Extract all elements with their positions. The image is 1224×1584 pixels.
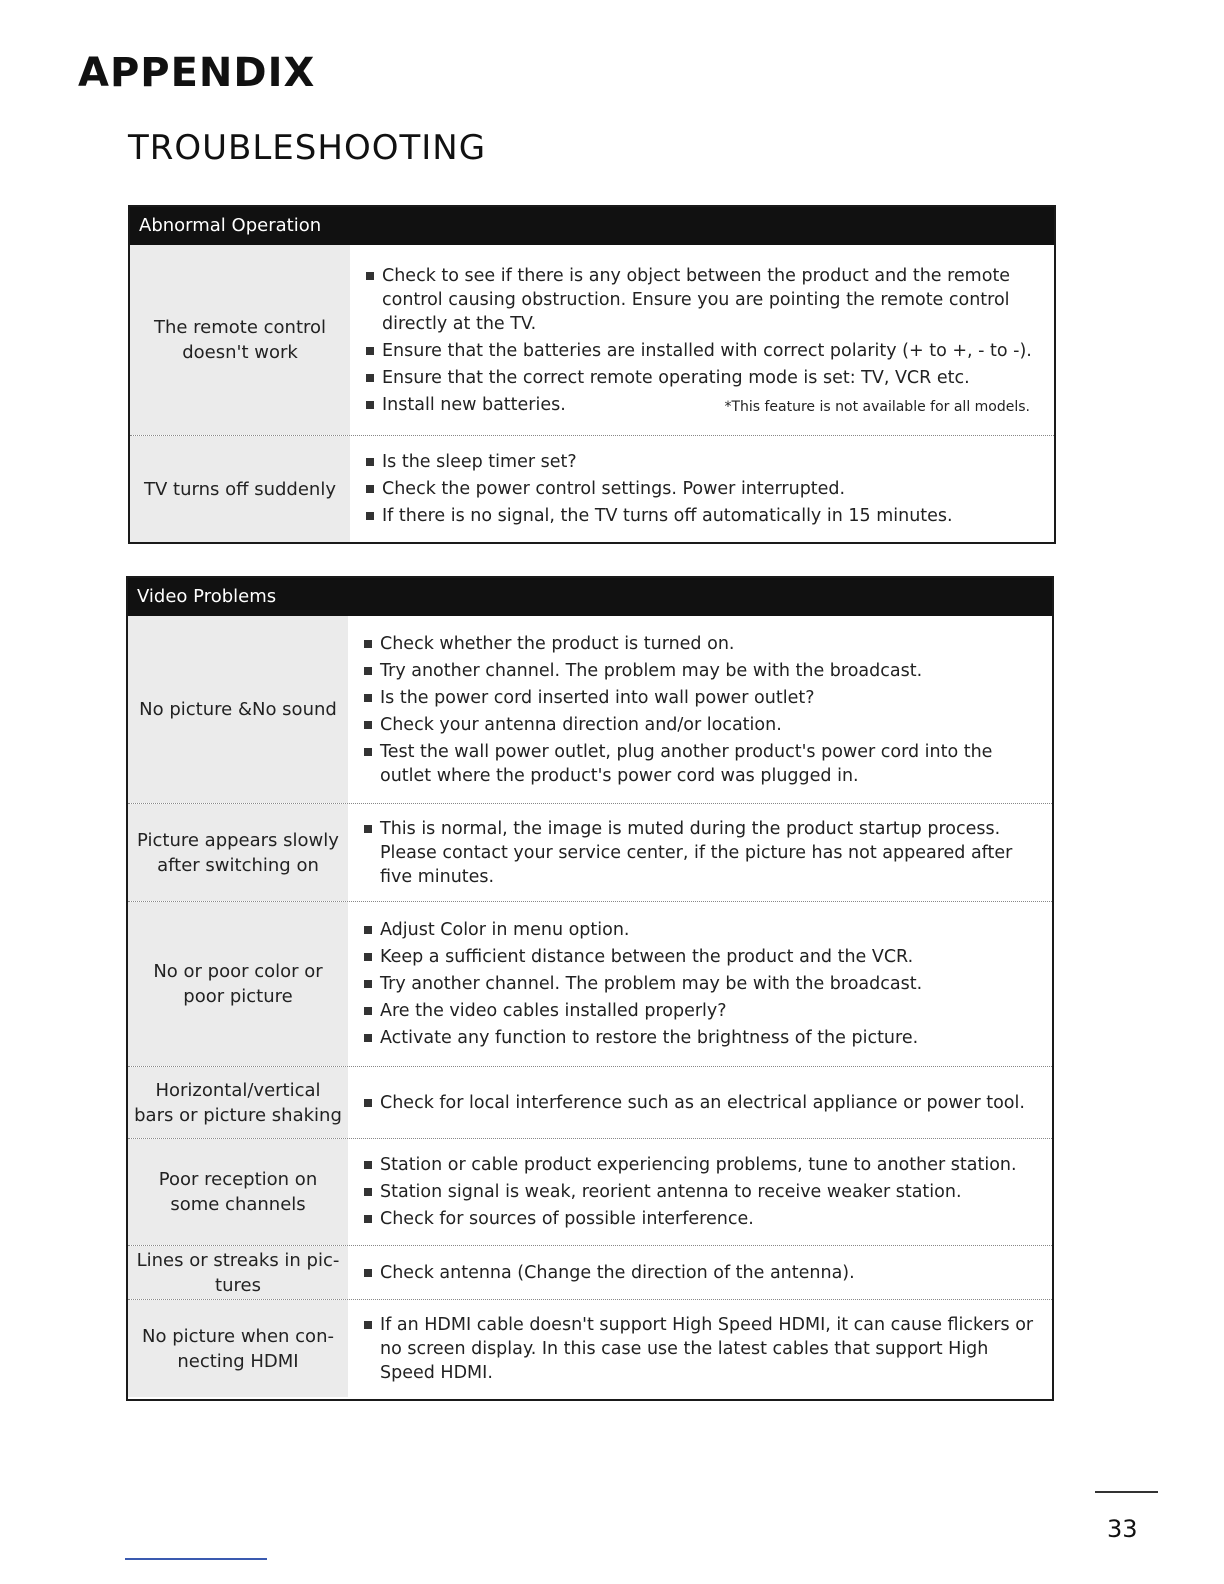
bullet-icon [366,485,374,493]
list-item: Is the power cord inserted into wall power outlet? [364,686,1038,710]
list-item: Station signal is weak, reorient antenna to receive weaker station. [364,1180,1038,1204]
list-item: Check for sources of possible interference. [364,1207,1038,1231]
bullet-icon [364,1321,372,1329]
list-item: Adjust Color in menu option. [364,918,1038,942]
list-item: Ensure that the correct remote operating mode is set: TV, VCR etc. [366,366,1040,390]
bullet-icon [364,721,372,729]
list-item: If there is no signal, the TV turns off automatically in 15 minutes. [366,504,1040,528]
table-row [128,1300,1052,1397]
bullet-icon [364,1007,372,1015]
row-label: Picture appears slowly after switching on [128,804,348,901]
page-number-rule [1095,1491,1158,1493]
row-label: Lines or streaks in pic-tures [128,1246,348,1299]
bullet-icon [366,401,374,409]
list-item: Keep a sufficient distance between the product and the VCR. [364,945,1038,969]
list-item: Install new batteries. *This feature is not available for all models. [366,393,1040,417]
footer-rule [125,1558,267,1560]
abnormal-operation-section [128,205,1056,544]
row-label: Poor reception on some channels [128,1139,348,1245]
page-number: 33 [1107,1515,1138,1543]
row-label: No picture &No sound [128,616,348,803]
bullet-icon [364,1099,372,1107]
section-header: Abnormal Operation [130,207,1054,245]
list-item: Are the video cables installed properly? [364,999,1038,1023]
table-row [128,902,1052,1067]
bullet-icon [364,980,372,988]
bullet-icon [364,926,372,934]
bullet-icon [366,272,374,280]
row-label: No or poor color or poor picture [128,902,348,1066]
list-item: Check whether the product is turned on. [364,632,1038,656]
row-label: Horizontal/vertical bars or picture shaking [128,1067,348,1138]
list-item: Is the sleep timer set? [366,450,1040,474]
row-label: The remote control doesn't work [130,245,350,435]
page-heading: APPENDIX [78,50,316,96]
table-row [130,436,1054,542]
list-item: Check for local interference such as an electrical appliance or power tool. [364,1091,1038,1115]
list-item: Try another channel. The problem may be with the broadcast. [364,659,1038,683]
list-item: Test the wall power outlet, plug another product's power cord into the outlet where the product's power cord was plugged in. [364,740,1038,788]
list-item: Try another channel. The problem may be with the broadcast. [364,972,1038,996]
bullet-icon [364,1269,372,1277]
row-label: No picture when con-necting HDMI [128,1300,348,1397]
bullet-icon [364,1215,372,1223]
bullet-icon [364,1161,372,1169]
bullet-icon [364,694,372,702]
list-item: Check the power control settings. Power interrupted. [366,477,1040,501]
footnote: *This feature is not available for all models. [724,398,1030,415]
list-item: Check antenna (Change the direction of the antenna). [364,1261,1038,1285]
table-row [128,616,1052,804]
bullet-icon [364,748,372,756]
list-item: This is normal, the image is muted during the product startup process. Please contact your service center, if the picture has not appeared after five minutes. [364,817,1038,889]
table-row [128,1246,1052,1300]
bullet-icon [364,640,372,648]
bullet-icon [364,1188,372,1196]
list-item: If an HDMI cable doesn't support High Speed HDMI, it can cause flickers or no screen display. In this case use the latest cables that support High Speed HDMI. [364,1313,1038,1385]
bullet-icon [366,347,374,355]
list-item: Check to see if there is any object between the product and the remote control causing obstruction. Ensure you are pointing the remote control directly at the TV. [366,264,1040,336]
table-row [130,245,1054,436]
bullet-icon [364,953,372,961]
row-label: TV turns off suddenly [130,436,350,542]
table-row [128,1139,1052,1246]
page-subheading: TROUBLESHOOTING [128,128,487,168]
bullet-icon [366,458,374,466]
bullet-icon [366,512,374,520]
table-row [128,804,1052,902]
list-item: Activate any function to restore the brightness of the picture. [364,1026,1038,1050]
list-item: Check your antenna direction and/or location. [364,713,1038,737]
bullet-icon [364,825,372,833]
section-header: Video Problems [128,578,1052,616]
bullet-icon [366,374,374,382]
list-item: Station or cable product experiencing problems, tune to another station. [364,1153,1038,1177]
bullet-icon [364,667,372,675]
video-problems-section [126,576,1054,1401]
table-row [128,1067,1052,1139]
list-item: Ensure that the batteries are installed with correct polarity (+ to +, - to -). [366,339,1040,363]
bullet-icon [364,1034,372,1042]
